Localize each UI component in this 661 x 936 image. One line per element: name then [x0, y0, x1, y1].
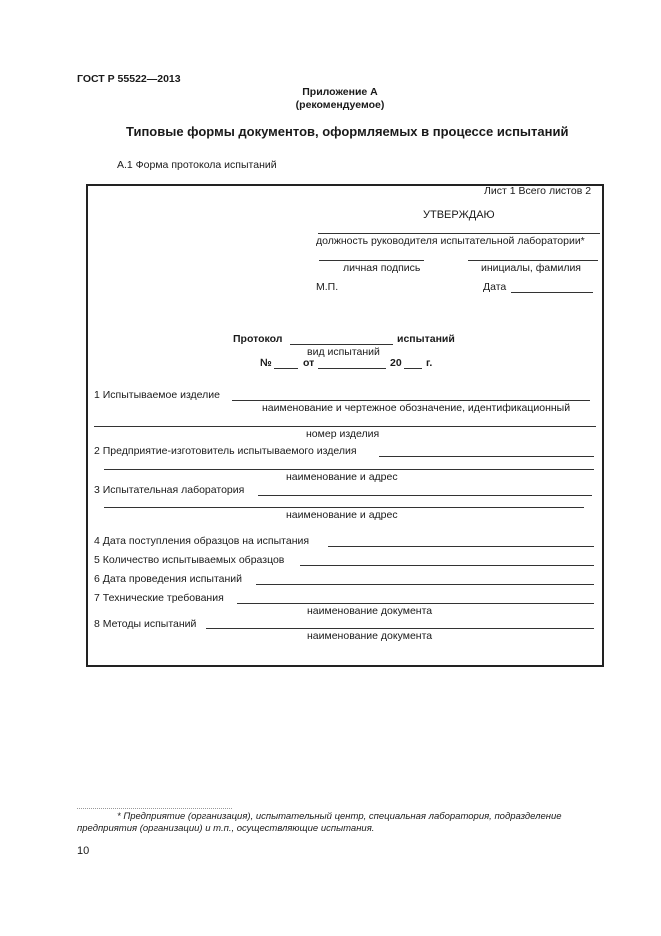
- field-1-line-2: [94, 426, 596, 427]
- field-5-line: [300, 565, 594, 566]
- name-caption: инициалы, фамилия: [481, 262, 581, 274]
- footnote-separator: [77, 808, 232, 809]
- field-8-line: [206, 628, 594, 629]
- standard-id: ГОСТ Р 55522—2013: [77, 73, 181, 85]
- field-7-caption: наименование документа: [307, 605, 433, 617]
- field-2-line-2: [104, 469, 594, 470]
- signature-caption: личная подпись: [343, 262, 421, 274]
- field-8-caption: наименование документа: [307, 630, 433, 642]
- number-label: №: [260, 357, 272, 369]
- position-caption: должность руководителя испытательной лаборатории*: [316, 235, 585, 247]
- field-2-label: 2 Предприятие-изготовитель испытываемого изделия: [94, 445, 357, 457]
- page-number: 10: [77, 845, 90, 857]
- signature-line: [319, 260, 424, 261]
- from-date-line: [318, 368, 386, 369]
- field-3-line-2: [104, 507, 584, 508]
- section-label: А.1 Форма протокола испытаний: [117, 159, 277, 171]
- field-5-label: 5 Количество испытываемых образцов: [94, 554, 285, 566]
- field-6-line: [256, 584, 594, 585]
- field-7-line: [237, 603, 594, 604]
- field-4-line: [328, 546, 594, 547]
- page-title: Типовые формы документов, оформляемых в процессе испытаний: [126, 124, 569, 139]
- approve-label: УТВЕРЖДАЮ: [423, 209, 495, 221]
- position-line: [318, 233, 600, 234]
- appendix-type: (рекомендуемое): [295, 99, 385, 111]
- field-7-label: 7 Технические требования: [94, 592, 224, 604]
- field-3-line: [258, 495, 592, 496]
- field-1-caption-2: номер изделия: [306, 428, 380, 440]
- protocol-suffix: испытаний: [397, 333, 455, 345]
- date-line: [511, 292, 593, 293]
- field-2-caption: наименование и адрес: [286, 471, 398, 483]
- number-line: [274, 368, 298, 369]
- from-label: от: [303, 357, 315, 369]
- date-label: Дата: [483, 281, 507, 293]
- name-line: [468, 260, 598, 261]
- year-suffix: г.: [426, 357, 433, 369]
- footnote-line-2: предприятия (организации) и т.п., осуществляющие испытания.: [77, 823, 375, 834]
- field-4-label: 4 Дата поступления образцов на испытания: [94, 535, 310, 547]
- test-type-caption: вид испытаний: [307, 346, 380, 358]
- field-3-label: 3 Испытательная лаборатория: [94, 484, 245, 496]
- year-label: 20: [390, 357, 402, 369]
- field-1-caption: наименование и чертежное обозначение, идентификационный: [262, 402, 571, 414]
- field-6-label: 6 Дата проведения испытаний: [94, 573, 242, 585]
- protocol-type-line: [290, 344, 393, 345]
- field-8-label: 8 Методы испытаний: [94, 618, 197, 630]
- field-3-caption: наименование и адрес: [286, 509, 398, 521]
- field-2-line: [379, 456, 594, 457]
- seal-label: М.П.: [316, 281, 339, 293]
- appendix-title: Приложение А: [302, 86, 378, 98]
- field-1-line: [232, 400, 590, 401]
- field-1-label: 1 Испытываемое изделие: [94, 389, 220, 401]
- footnote-line-1: * Предприятие (организация), испытательный центр, специальная лаборатория, подразделение: [117, 811, 562, 822]
- sheet-info: Лист 1 Всего листов 2: [484, 185, 592, 197]
- year-line: [404, 368, 422, 369]
- protocol-label: Протокол: [233, 333, 283, 345]
